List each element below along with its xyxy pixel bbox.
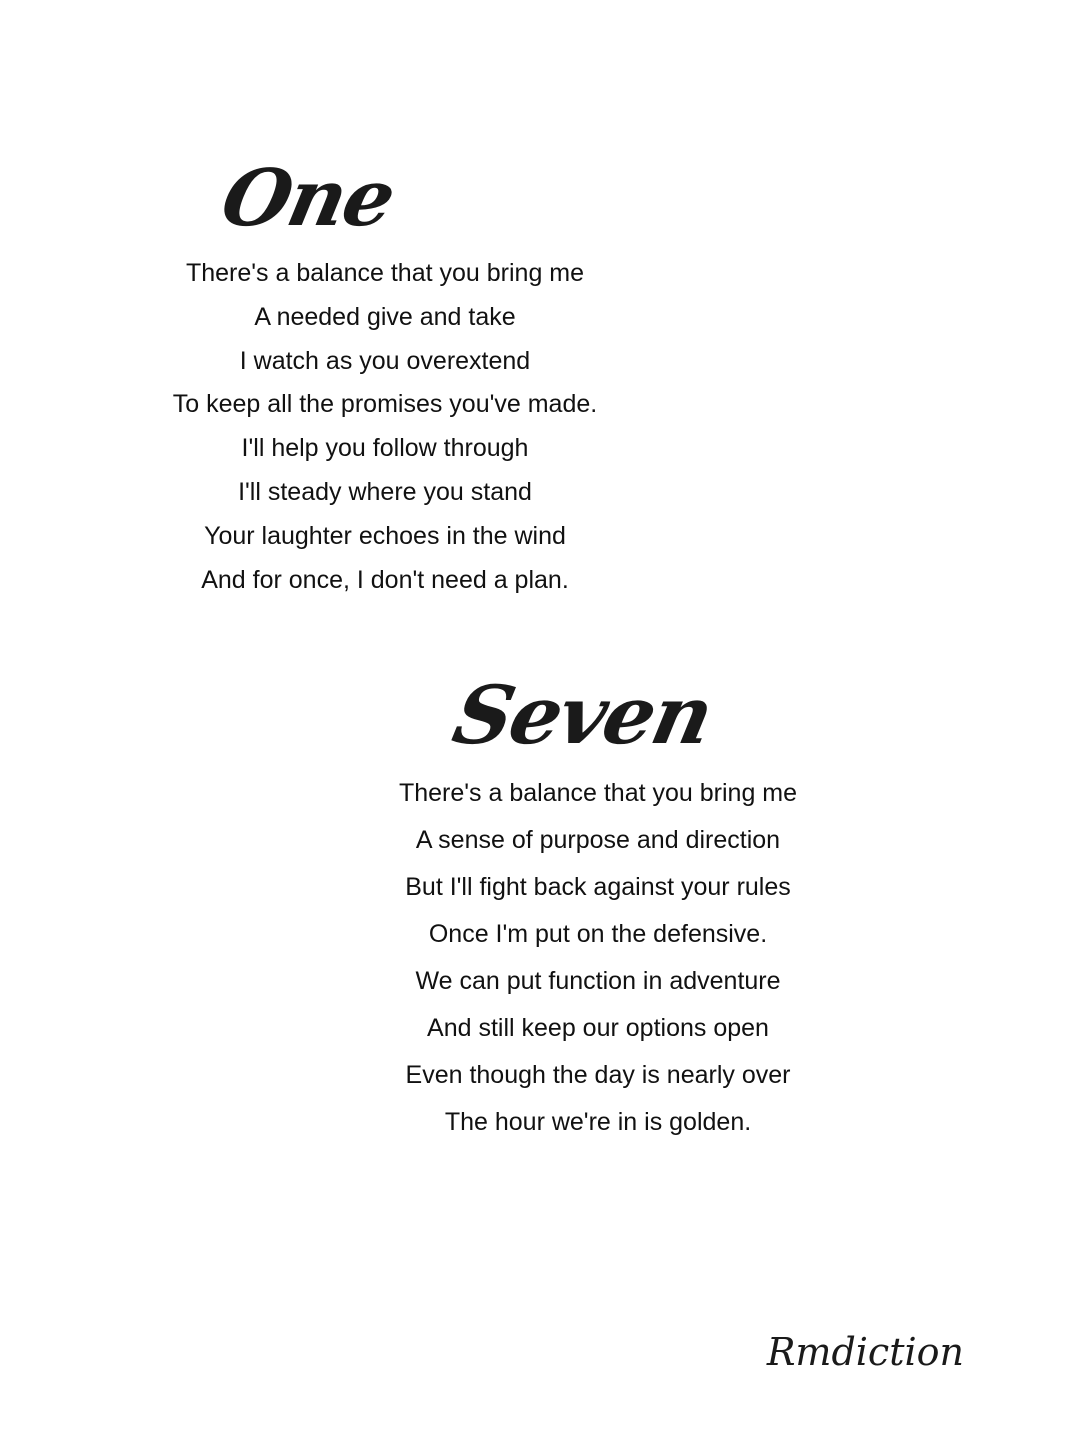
poem-one-lines xyxy=(140,252,630,602)
author-signature: Rmdiction xyxy=(766,1330,964,1374)
poem-line: A sense of purpose and direction xyxy=(415,826,781,854)
poem-title-seven: Seven xyxy=(445,668,720,762)
poem-line: To keep all the promises you've made. xyxy=(172,390,598,419)
poem-seven xyxy=(378,668,818,1146)
poem-line: And still keep our options open xyxy=(427,1014,769,1042)
poem-line: A needed give and take xyxy=(254,302,516,331)
poem-line: There's a balance that you bring me xyxy=(185,259,585,287)
poem-one xyxy=(140,153,630,602)
poem-title-one: One xyxy=(213,153,402,244)
poem-line: We can put function in adventure xyxy=(415,967,781,995)
poem-line: I watch as you overextend xyxy=(239,346,531,375)
poem-line: And for once, I don't need a plan. xyxy=(201,565,569,594)
poem-line: Your laughter echoes in the wind xyxy=(204,521,566,550)
poem-line: The hour we're in is golden. xyxy=(444,1108,752,1136)
poem-line: Once I'm put on the defensive. xyxy=(428,920,768,948)
poem-line: I'll steady where you stand xyxy=(238,477,532,506)
poem-line: There's a balance that you bring me xyxy=(398,779,798,807)
poem-seven-lines xyxy=(378,770,818,1146)
poem-line: I'll help you follow through xyxy=(241,434,529,463)
poem-line: But I'll fight back against your rules xyxy=(405,873,791,901)
poem-line: Even though the day is nearly over xyxy=(405,1061,791,1089)
